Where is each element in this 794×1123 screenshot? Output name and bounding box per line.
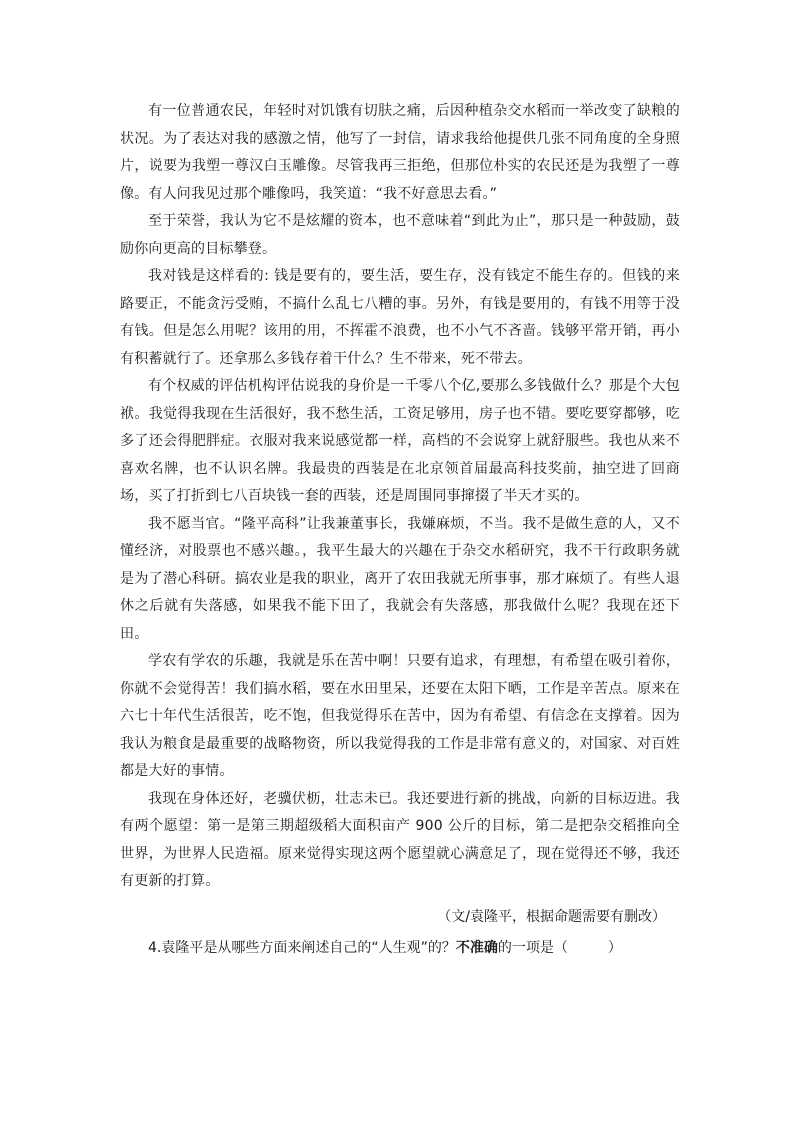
paragraph-6: 学农有学农的乐趣，我就是乐在苦中啊！只要有追求，有理想，有希望在吸引着你，你就不会觉得苦！我们搞水稻，要在水田里呆，还要在太阳下晒，工作是辛苦点。原来在六七十年代生活很苦，吃不饱，但我觉得乐在苦中，因为有希望、有信念在支撑着。因为我认为粮食是最重要的战略物资，所以我觉得我的工作是非常有意义的，对国家、对百姓都是大好的事情。: [120, 653, 680, 779]
source-attribution: （文/袁隆平，根据命题需要有删改）: [437, 908, 666, 925]
paragraph-4: 有个权威的评估机构评估说我的身价是一千零八个亿,要那么多钱做什么？那是个大包袱。我觉得我现在生活很好，我不愁生活，工资足够用，房子也不错。要吃要穿都够，吃多了还会得肥胖症。衣服对我来说感觉都一样，高档的不会说穿上就舒服些。我也从来不喜欢名牌，也不认识名牌。我最贵的西装是在北京领首届最高科技奖前，抽空进了回商场，买了打折到七八百块钱一套的西装，还是周围同事撺掇了半天才买的。: [120, 378, 680, 504]
document-page: [120, 98, 680, 963]
question-emphasis: 不准确: [455, 940, 498, 956]
paragraph-1: 有一位普通农民，年轻时对饥饿有切肤之痛，后因种植杂交水稻而一举改变了缺粮的状况。为了表达对我的感激之情，他写了一封信，请求我给他提供几张不同角度的全身照片，说要为我塑一尊汉白玉雕像。尽管我再三拒绝，但那位朴实的农民还是为我塑了一尊像。有人问我见过那个雕像吗，我笑道：“我不好意思去看。”: [120, 103, 680, 202]
question-suffix: 的一项是（: [497, 940, 568, 956]
paragraph-2: 至于荣誉，我认为它不是炫耀的资本，也不意味着“到此为止”，那只是一种鼓励，鼓励你向更高的目标攀登。: [120, 213, 680, 257]
paragraph-5: 我不愿当官。“隆平高科”让我兼董事长，我嫌麻烦，不当。我不是做生意的人，又不懂经济，对股票也不感兴趣。，我平生最大的兴趣在于杂交水稻研究，我不干行政职务就是为了潜心科研。搞农业是我的职业，离开了农田我就无所事事，那才麻烦了。有些人退休之后就有失落感，如果我不能下田了，我就会有失落感，那我做什么呢？我现在还下田。: [120, 515, 680, 642]
paragraph-3: 我对钱是这样看的: 钱是要有的，要生活，要生存，没有钱定不能生存的。但钱的来路要正，不能贪污受贿，不搞什么乱七八糟的事。另外，有钱是要用的，有钱不用等于没有钱。但是怎么用呢？该用的用，不挥霍不浪费，也不小气不吝啬。钱够平常开销，再小有积蓄就行了。还拿那么多钱存着干什么？生不带来，死不带去。: [120, 268, 680, 367]
question-4: [120, 935, 680, 963]
question-prefix: 4.袁隆平是从哪些方面来阐述自己的“人生观”的？: [148, 940, 456, 956]
question-close: ）: [607, 940, 622, 956]
paragraph-7: 我现在身体还好，老骥伏枥，壮志未已。我还要进行新的挑战，向新的目标迈进。我有两个愿望：第一是第三期超级稻大面积亩产 900 公斤的目标，第二是把杂交稻推向全世界，为世界人民造福。原来觉得实现这两个愿望就心满意足了，现在觉得还不够，我还有更新的打算。: [120, 790, 680, 889]
